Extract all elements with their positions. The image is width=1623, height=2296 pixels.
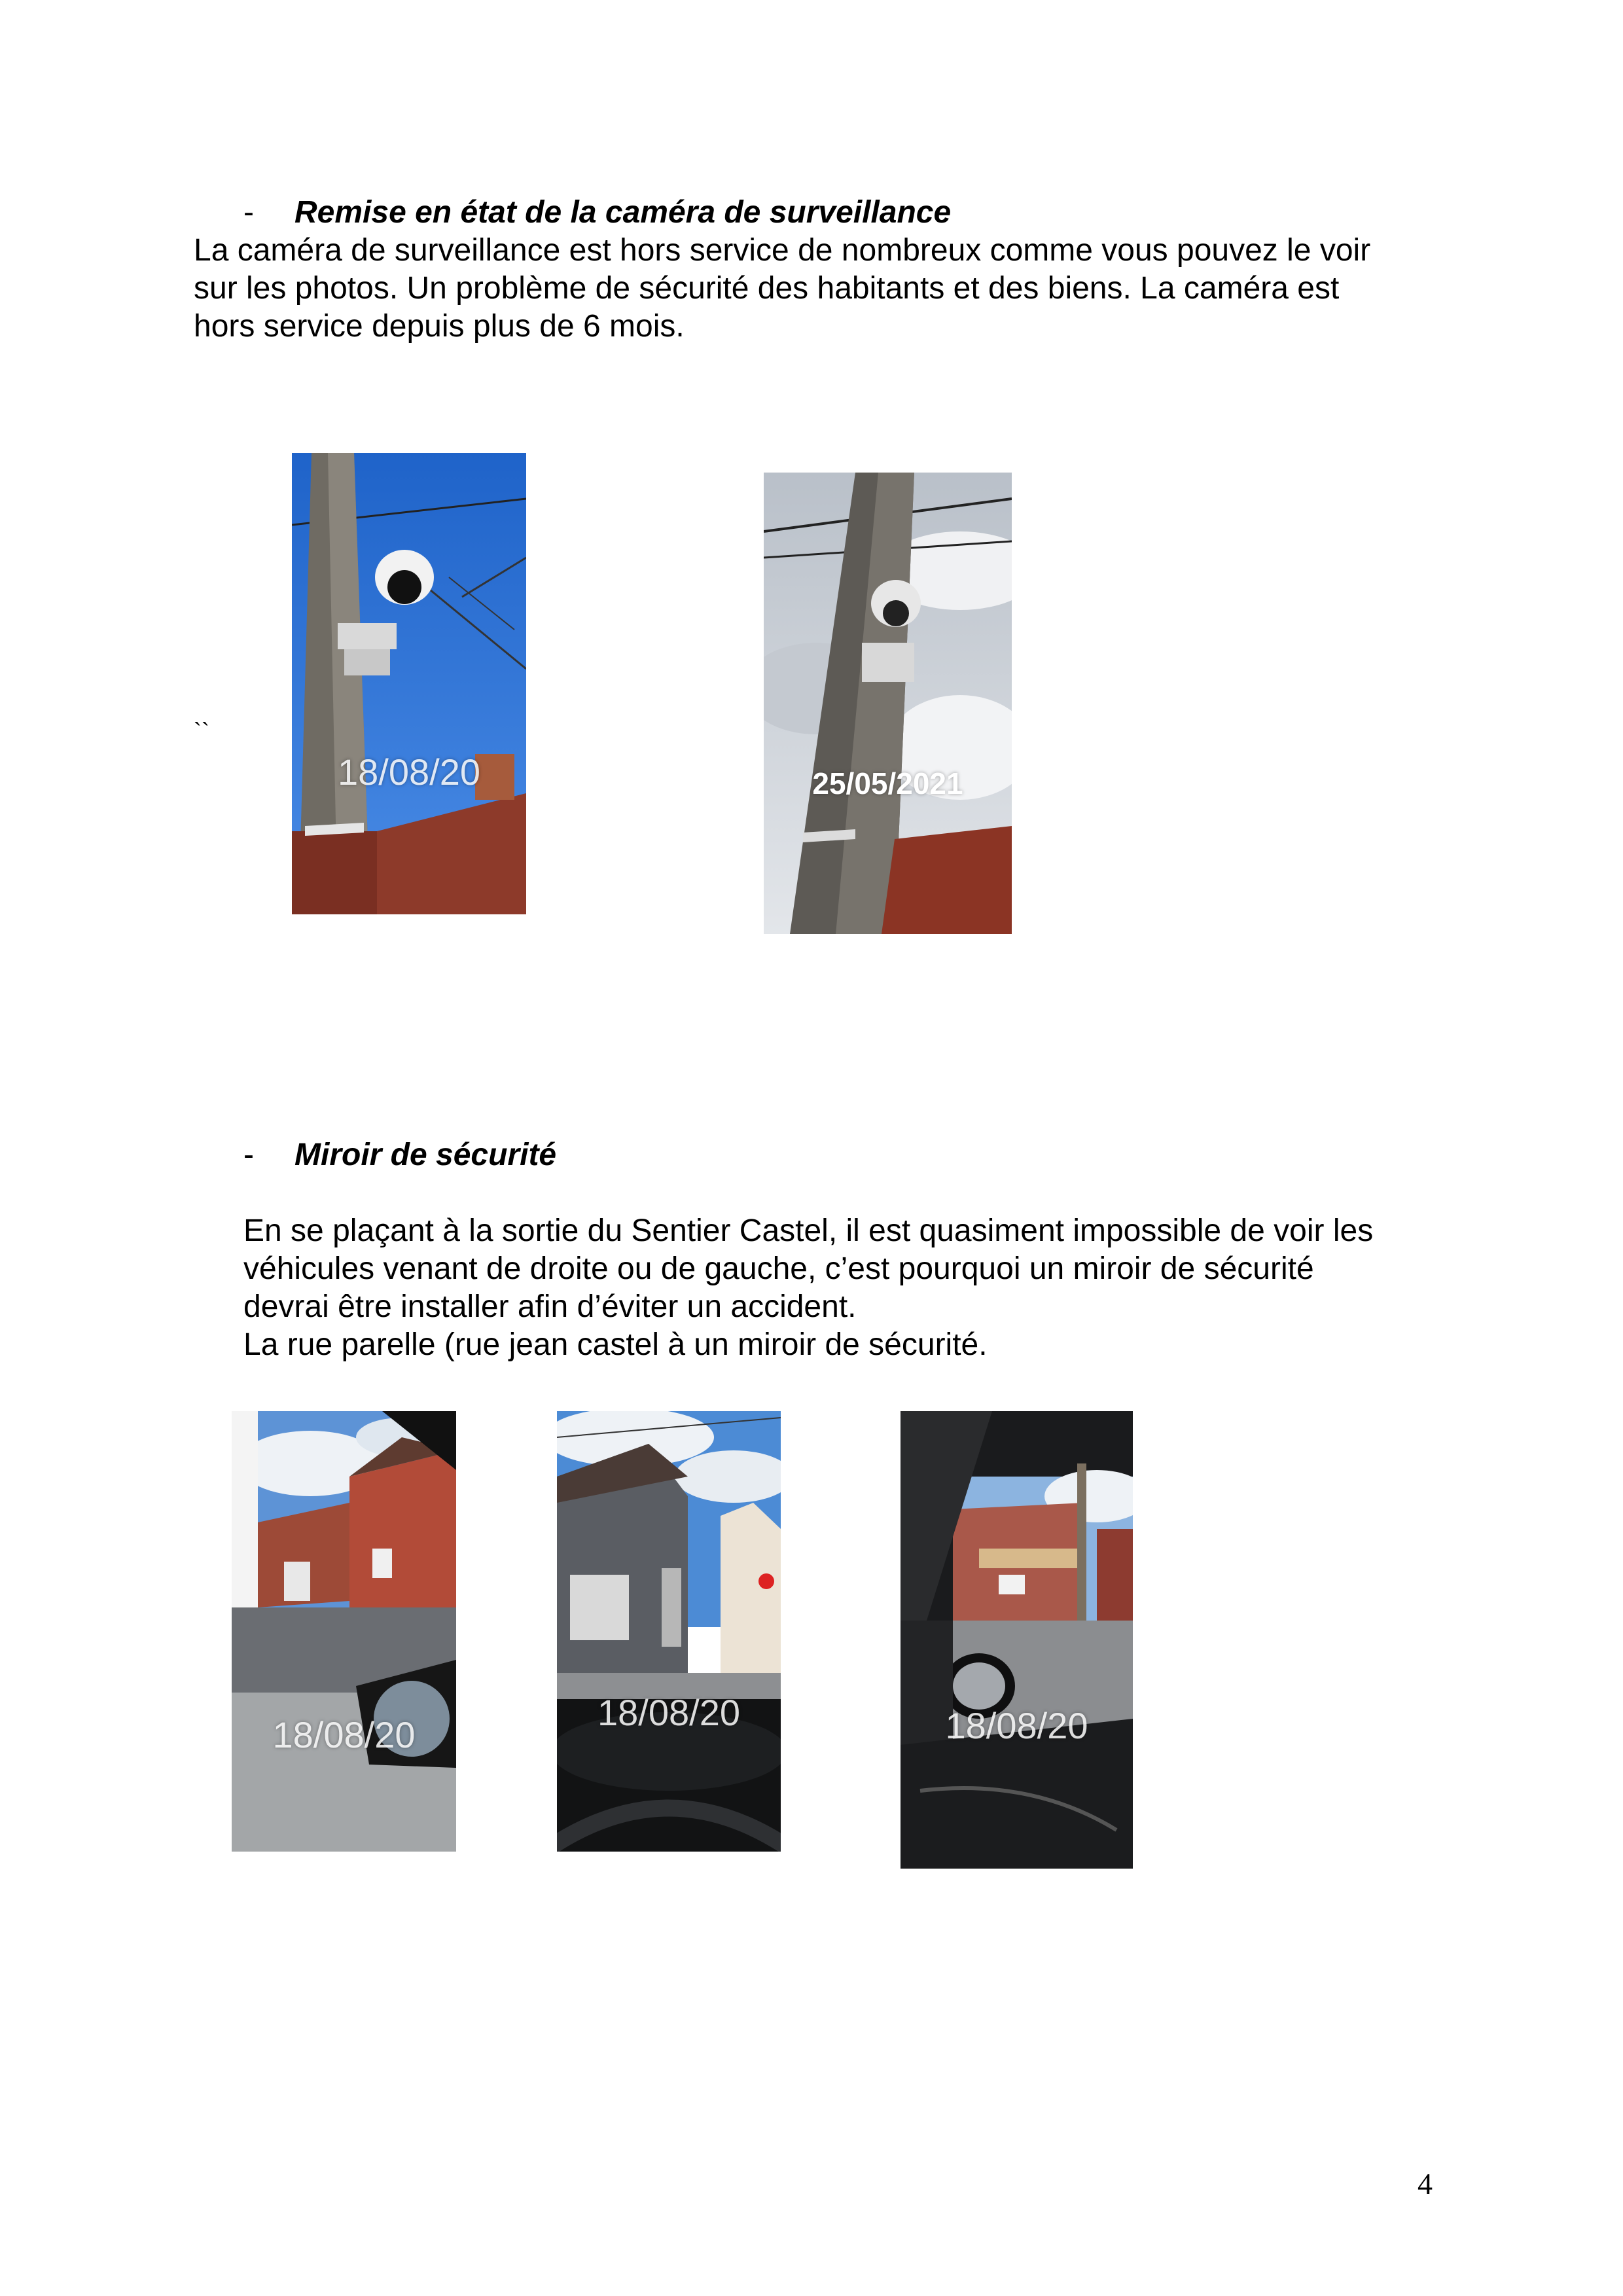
paragraph-line: véhicules venant de droite ou de gauche, c’est pourquoi un miroir de sécurité [243,1251,1314,1286]
stray-marks: `` [194,718,209,745]
section-heading-mirror: Miroir de sécurité [294,1138,557,1172]
section-heading-camera: Remise en état de la caméra de surveillance [294,195,952,230]
photo-date-stamp: 18/08/20 [272,1714,416,1755]
paragraph-line: hors service depuis plus de 6 mois. [194,309,685,344]
photo-date-stamp: 18/08/20 [597,1692,740,1733]
page-number: 4 [1418,2167,1433,2200]
photo-camera-pole-blue [292,453,526,914]
bullet-dash: - [243,195,254,230]
photo-date-stamp: 18/08/20 [945,1705,1088,1746]
photo-date-stamp: 25/05/2021 [812,766,963,800]
paragraph-line: sur les photos. Un problème de sécurité des habitants et des biens. La caméra est [194,271,1340,306]
paragraph-line: La rue parelle (rue jean castel à un miroir de sécurité. [243,1327,988,1362]
photo-street-front [557,1411,781,1852]
bullet-dash: - [243,1138,254,1172]
paragraph-line: La caméra de surveillance est hors service de nombreux comme vous pouvez le voir [194,233,1371,268]
paragraph-line: En se plaçant à la sortie du Sentier Castel, il est quasiment impossible de voir les [243,1213,1374,1248]
photo-date-stamp: 18/08/20 [338,751,480,793]
paragraph-line: devrai être installer afin d’éviter un accident. [243,1289,857,1324]
photo-street-right [901,1411,1133,1869]
photo-camera-pole-cloudy [764,473,1012,934]
photo-street-left [232,1411,456,1852]
